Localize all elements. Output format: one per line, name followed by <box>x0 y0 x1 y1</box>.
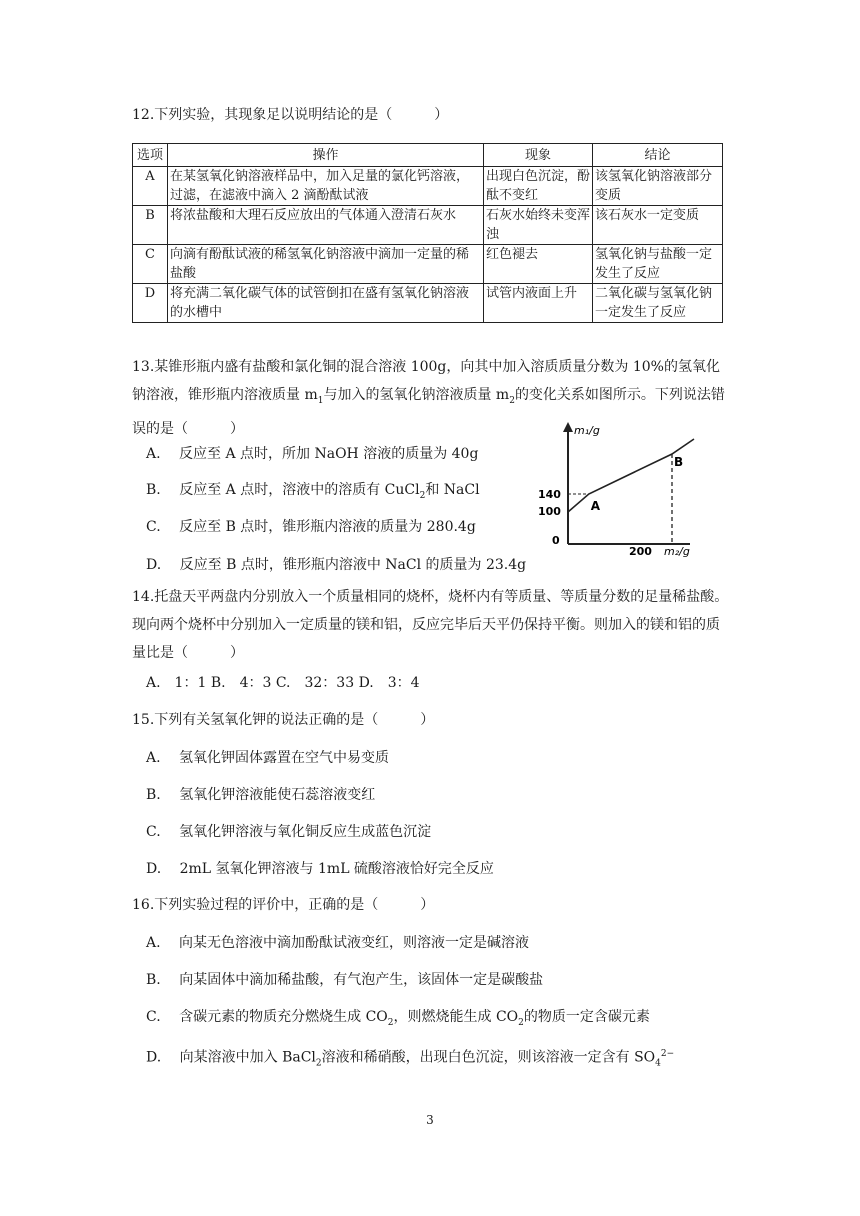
point-label-a: A <box>590 499 601 513</box>
row-option: C <box>133 245 168 284</box>
y-axis-label: m₁/g <box>574 424 600 437</box>
option-part: 溶液和稀硝酸，出现白色沉淀，则该溶液一定含有 SO <box>321 1049 656 1066</box>
q12-table <box>132 143 723 323</box>
option-part: B. 反应至 A 点时，溶液中的溶质有 CuCl <box>146 482 420 498</box>
option-part: ，则燃烧能生成 CO <box>393 1009 519 1025</box>
q15-option-c: C. 氢氧化钾溶液与氧化铜反应生成蓝色沉淀 <box>146 824 432 840</box>
table-row <box>133 245 723 284</box>
q14-stem: 14.托盘天平两盘内分别放入一个质量相同的烧杯，烧杯内有等质量、等质量分数的足量稀盐酸。现向两个烧杯中分别加入一定质量的镁和铝，反应完毕后天平仍保持平衡。则加入的镁和铝的质量比是（ ） <box>132 589 729 661</box>
q15-option-d: D. 2mL 氢氧化钾溶液与 1mL 硫酸溶液恰好完全反应 <box>146 861 494 877</box>
subscript: 2 <box>419 490 426 501</box>
q13-option-a: A. 反应至 A 点时，所加 NaOH 溶液的质量为 40g <box>146 446 479 462</box>
row-option: D <box>133 284 168 323</box>
q16-option-d <box>146 1044 674 1073</box>
q13-chart <box>530 422 710 562</box>
q12-stem: 12.下列实验，其现象足以说明结论的是（ ） <box>132 107 449 123</box>
q15-option-a: A. 氢氧化钾固体露置在空气中易变质 <box>146 750 390 766</box>
page-number: 3 <box>426 1113 434 1127</box>
q13-stem-part: 与加入的氢氧化钠溶液质量 m <box>323 387 510 403</box>
q13-option-b <box>146 480 480 506</box>
q16-option-b: B. 向某固体中滴加稀盐酸，有气泡产生，该固体一定是碳酸盐 <box>146 972 544 988</box>
data-line <box>568 439 694 512</box>
row-phenomenon: 石灰水始终未变浑浊 <box>484 206 593 245</box>
y-axis-arrow-icon <box>563 422 573 432</box>
subscript: 2 <box>387 1017 394 1028</box>
table-row <box>133 167 723 206</box>
row-conclusion: 二氧化碳与氢氧化钠一定发生了反应 <box>593 284 723 323</box>
row-phenomenon: 红色褪去 <box>484 245 593 284</box>
superscript: 2− <box>660 1049 675 1059</box>
row-operation: 向滴有酚酞试液的稀氢氧化钠溶液中滴加一定量的稀盐酸 <box>168 245 484 284</box>
q15-option-b: B. 氢氧化钾溶液能使石蕊溶液变红 <box>146 787 376 803</box>
header-phenomenon: 现象 <box>484 144 593 167</box>
subscript: 2 <box>509 395 515 406</box>
subscript: 2 <box>518 1017 524 1028</box>
q16-option-c <box>146 1007 650 1033</box>
point-label-b: B <box>674 455 684 469</box>
row-conclusion: 氢氧化钠与盐酸一定发生了反应 <box>593 245 723 284</box>
q13-option-c: C. 反应至 B 点时，锥形瓶内溶液的质量为 280.4g <box>146 519 476 535</box>
q13-stem-part: 的变化关系如图所示。下列说法错误的是（ ） <box>132 387 725 437</box>
header-option: 选项 <box>133 144 168 167</box>
q13-stem-part: 13.某锥形瓶内盛有盐酸和氯化铜的混合溶液 100g，向其中加入溶质质量分数为 10%的氢氧化钠溶液，锥形瓶内溶液质量 m <box>132 359 720 403</box>
q14-options: A. 1：1 B. 4：3 C. 32：33 D. 3：4 <box>146 675 420 691</box>
table-header-row <box>133 144 723 167</box>
row-operation: 在某氢氧化钠溶液样品中，加入足量的氯化钙溶液，过滤，在滤液中滴入 2 滴酚酞试液 <box>168 167 484 206</box>
option-part: 的物质一定含碳元素 <box>523 1009 650 1025</box>
row-conclusion: 该石灰水一定变质 <box>593 206 723 245</box>
option-part: 和 NaCl <box>425 482 480 498</box>
table-row <box>133 206 723 245</box>
row-option: B <box>133 206 168 245</box>
row-option: A <box>133 167 168 206</box>
y-tick-label: 100 <box>538 505 561 518</box>
subscript: 2 <box>315 1058 322 1069</box>
subscript: 4 <box>655 1058 661 1069</box>
q15-stem: 15.下列有关氢氧化钾的说法正确的是（ ） <box>132 712 435 728</box>
x-axis-label: m₂/g <box>664 545 690 558</box>
option-part: D. 向某溶液中加入 BaCl <box>146 1049 316 1066</box>
subscript: 1 <box>317 395 324 406</box>
q16-option-a: A. 向某无色溶液中滴加酚酞试液变红，则溶液一定是碱溶液 <box>146 935 530 951</box>
q13-option-d: D. 反应至 B 点时，锥形瓶内溶液中 NaCl 的质量为 23.4g <box>146 557 527 573</box>
row-conclusion: 该氢氧化钠溶液部分变质 <box>593 167 723 206</box>
header-conclusion: 结论 <box>593 144 723 167</box>
row-operation: 将充满二氧化碳气体的试管倒扣在盛有氢氧化钠溶液的水槽中 <box>168 284 484 323</box>
q16-stem: 16.下列实验过程的评价中，正确的是（ ） <box>132 897 435 913</box>
x-tick-label: 200 <box>629 545 652 558</box>
option-part: C. 含碳元素的物质充分燃烧生成 CO <box>146 1009 388 1025</box>
row-operation: 将浓盐酸和大理石反应放出的气体通入澄清石灰水 <box>168 206 484 245</box>
y-tick-label: 140 <box>538 488 561 501</box>
origin-label: 0 <box>552 534 560 547</box>
row-phenomenon: 出现白色沉淀，酚酞不变红 <box>484 167 593 206</box>
header-operation: 操作 <box>168 144 484 167</box>
row-phenomenon: 试管内液面上升 <box>484 284 593 323</box>
table-row <box>133 284 723 323</box>
